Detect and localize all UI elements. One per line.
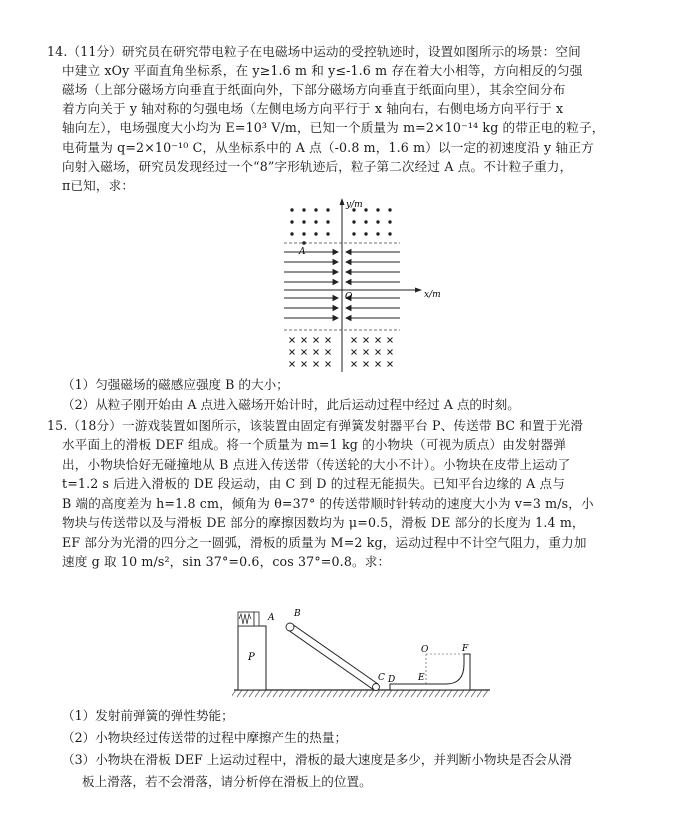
field-cross: [326, 362, 331, 367]
field-dot: [326, 232, 329, 235]
field-cross: [290, 362, 295, 367]
field-cross: [314, 338, 319, 343]
ground-hatch: [232, 690, 488, 697]
q15-sub-2: （2）小物块经过传送带的过程中摩擦产生的热量；: [62, 730, 348, 745]
hatch-mark: [309, 690, 314, 697]
field-line-left: [284, 316, 338, 321]
conveyor-belt: [286, 623, 380, 691]
hatch-mark: [477, 690, 482, 697]
q15-line: 速度 g 取 10 m/s²，sin 37°=0.6，cos 37°=0.8。求：: [62, 554, 391, 569]
field-cross: [290, 350, 295, 355]
field-line-left: [284, 280, 338, 285]
q14-figure: [270, 196, 450, 374]
field-dot: [388, 232, 391, 235]
hatch-mark: [405, 690, 410, 697]
q14-line: 14.（11分）研究员在研究带电粒子在电磁场中运动的受控轨迹时，设置如图所示的场景：空间: [47, 44, 581, 59]
field-cross: [326, 350, 331, 355]
q15-line: 出，小物块恰好无碰撞地从 B 点进入传送带（传送轮的大小不计）。小物块在皮带上运动了: [62, 457, 571, 472]
hatch-mark: [315, 690, 320, 697]
hatch-mark: [447, 690, 452, 697]
label-o: O: [421, 645, 429, 655]
label-a: A: [268, 613, 275, 623]
q15-figure: [232, 598, 494, 702]
q14-line: 轴向左），电场强度大小均为 E=10³ V/m，已知一个质量为 m=2×10⁻¹⁴ kg 的带正电的粒子，: [62, 120, 605, 135]
hatch-mark: [453, 690, 458, 697]
field-dot: [290, 220, 293, 223]
hatch-mark: [429, 690, 434, 697]
hatch-mark: [363, 690, 368, 697]
field-cross: [352, 362, 357, 367]
field-cross: [314, 350, 319, 355]
label-f: F: [462, 644, 469, 654]
field-cross: [388, 350, 393, 355]
field-dot: [290, 232, 293, 235]
field-line-left: [284, 306, 338, 311]
field-cross: [326, 338, 331, 343]
field-cross: [352, 338, 357, 343]
field-cross: [364, 338, 369, 343]
q14-line: π已知，求：: [62, 178, 135, 193]
label-c: C: [378, 673, 385, 683]
hatch-mark: [339, 690, 344, 697]
field-line-right: [346, 306, 400, 311]
hatch-mark: [243, 690, 248, 697]
field-dot: [376, 208, 379, 211]
field-cross: [352, 350, 357, 355]
field-cross: [376, 338, 381, 343]
hatch-mark: [411, 690, 416, 697]
point-a-label: A: [299, 247, 306, 257]
hatch-mark: [357, 690, 362, 697]
label-d: D: [388, 675, 396, 685]
field-cross: [302, 338, 307, 343]
q15-line: EF 部分为光滑的四分之一圆弧，滑板的质量为 M=2 kg，运动过程中不计空气阻力，重力加: [62, 535, 587, 550]
field-cross: [388, 362, 393, 367]
q14-line: 着方向关于 y 轴对称的匀强电场（左侧电场方向平行于 x 轴向右，右侧电场方向平行于 x: [62, 101, 564, 116]
hatch-mark: [321, 690, 326, 697]
field-line-right: [346, 250, 400, 255]
hatch-mark: [351, 690, 356, 697]
field-dot: [388, 220, 391, 223]
hatch-mark: [417, 690, 422, 697]
hatch-mark: [267, 690, 272, 697]
magnetic-field-out-dots: [290, 208, 391, 235]
label-e: E: [418, 673, 425, 683]
field-cross: [376, 362, 381, 367]
x-axis-label: x/m: [424, 290, 441, 300]
hatch-mark: [387, 690, 392, 697]
hatch-mark: [393, 690, 398, 697]
hatch-mark: [333, 690, 338, 697]
hatch-mark: [279, 690, 284, 697]
field-line-right: [346, 260, 400, 265]
hatch-mark: [435, 690, 440, 697]
field-dot: [364, 208, 367, 211]
hatch-mark: [471, 690, 476, 697]
x-axis-arrow: [415, 288, 422, 293]
q14-sub-2: （2）从粒子刚开始由 A 点进入磁场开始计时，此后运动过程中经过 A 点的时刻。: [62, 397, 520, 412]
field-line-left: [284, 296, 338, 301]
hatch-mark: [232, 690, 236, 697]
label-p: P: [248, 652, 255, 663]
q15-sub-1: （1）发射前弹簧的弹性势能；: [62, 708, 234, 723]
q15-line: 水平面上的滑板 DEF 组成。将一个质量为 m=1 kg 的小物块（可视为质点）由发射器弹: [62, 437, 566, 452]
field-dot: [376, 232, 379, 235]
q15-sub-3-cont: 板上滑落，若不会滑落，请分析停在滑板上的位置。: [82, 774, 372, 789]
field-dot: [290, 208, 293, 211]
q14-line: 中建立 xOy 平面直角坐标系，在 y≥1.6 m 和 y≤-1.6 m 存在着大小相等，方向相反的匀强: [62, 63, 583, 78]
hatch-mark: [237, 690, 242, 697]
field-dot: [314, 220, 317, 223]
field-line-left: [284, 260, 338, 265]
field-line-left: [284, 270, 338, 275]
hatch-mark: [369, 690, 374, 697]
hatch-mark: [441, 690, 446, 697]
label-b: B: [294, 609, 301, 619]
field-cross: [302, 362, 307, 367]
field-dot: [314, 208, 317, 211]
hatch-mark: [291, 690, 296, 697]
field-dot: [302, 208, 305, 211]
q15-sub-3: （3）小物块在滑板 DEF 上运动过程中，滑板的最大速度是多少，并判断小物块是否会从滑: [62, 752, 573, 767]
field-line-left: [284, 250, 338, 255]
origin-label: O: [345, 292, 353, 302]
y-axis-label: y/m: [346, 200, 363, 210]
hatch-mark: [465, 690, 470, 697]
hatch-mark: [345, 690, 350, 697]
field-dot: [314, 232, 317, 235]
field-cross: [302, 350, 307, 355]
field-cross: [376, 350, 381, 355]
q14-line: 电荷量为 q=2×10⁻¹⁰ C，从坐标系中的 A 点（-0.8 m，1.6 m）以一定的初速度沿 y 轴正方: [62, 140, 594, 155]
field-dot: [326, 208, 329, 211]
q15-line: 15.（18分）一游戏装置如图所示，该装置由固定有弹簧发射器平台 P、传送带 BC 和置于光滑: [47, 418, 584, 433]
field-line-right: [346, 316, 400, 321]
hatch-mark: [327, 690, 332, 697]
q14-line: 向射入磁场，研究员发现经过一个“8”字形轨迹后，粒子第二次经过 A 点。不计粒子重力，: [62, 159, 573, 174]
y-axis-arrow: [340, 198, 345, 205]
point-a-marker: [302, 241, 306, 245]
q15-line: t=1.2 s 后进入滑板的 DE 段运动，由 C 到 D 的过程无能损失。已知平台边缘的 A 点与: [62, 476, 565, 491]
hatch-mark: [399, 690, 404, 697]
field-dot: [388, 208, 391, 211]
field-dot: [364, 232, 367, 235]
hatch-mark: [381, 690, 386, 697]
hatch-mark: [423, 690, 428, 697]
hatch-mark: [375, 690, 380, 697]
hatch-mark: [273, 690, 278, 697]
magnetic-field-in-crosses: [290, 338, 393, 367]
hatch-mark: [303, 690, 308, 697]
hatch-mark: [285, 690, 290, 697]
hatch-mark: [483, 690, 488, 697]
field-cross: [290, 338, 295, 343]
field-line-right: [346, 296, 400, 301]
field-dot: [302, 220, 305, 223]
hatch-mark: [297, 690, 302, 697]
hatch-mark: [255, 690, 260, 697]
field-dot: [326, 220, 329, 223]
hatch-mark: [249, 690, 254, 697]
slide-board-def: [390, 654, 470, 690]
field-cross: [364, 362, 369, 367]
field-cross: [364, 350, 369, 355]
hatch-mark: [459, 690, 464, 697]
field-dot: [352, 232, 355, 235]
pulley-bottom: [373, 684, 380, 691]
q14-sub-1: （1）匀强磁场的磁感应强度 B 的大小；: [62, 377, 289, 392]
field-cross: [314, 362, 319, 367]
field-line-right: [346, 270, 400, 275]
field-dot: [364, 220, 367, 223]
field-line-right: [346, 280, 400, 285]
block-at-a: [254, 612, 259, 626]
pulley-top: [286, 623, 294, 631]
hatch-mark: [261, 690, 266, 697]
q15-line: B 端的高度差为 h=1.8 cm，倾角为 θ=37° 的传送带顺时针转动的速度大小为 v=3 m/s，小: [62, 496, 594, 511]
field-dot: [352, 220, 355, 223]
field-dot: [376, 220, 379, 223]
q14-line: 磁场（上部分磁场方向垂直于纸面向外，下部分磁场方向垂直于纸面向里），其余空间分布: [62, 82, 566, 97]
q15-line: 物块与传送带以及与滑板 DE 部分的摩擦因数均为 μ=0.5，滑板 DE 部分的长度为 1.4 m，: [62, 515, 585, 530]
field-dot: [302, 232, 305, 235]
field-cross: [388, 338, 393, 343]
